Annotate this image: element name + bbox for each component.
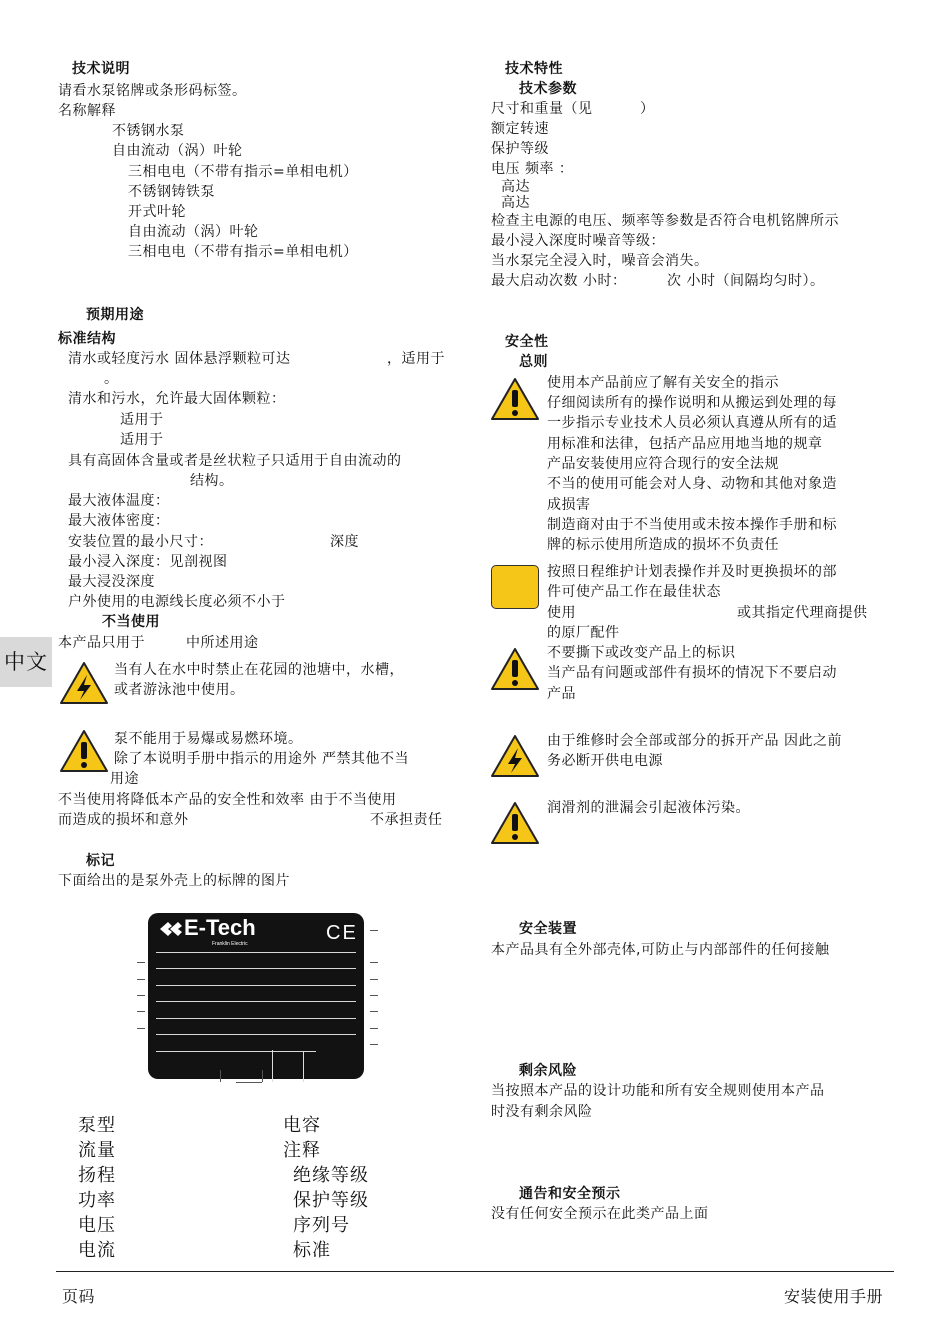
text-line: 清水和污水，允许最大固体颗粒：	[68, 391, 286, 407]
safety-devices-heading: 安全装置	[519, 921, 577, 937]
text-line: 中所述用途	[186, 635, 259, 651]
legend-item: 保护等级	[293, 1190, 369, 1211]
legend-item: 序列号	[293, 1215, 350, 1236]
text-line: 适用于	[120, 432, 164, 448]
improper-use-heading: 不当使用	[102, 614, 160, 630]
language-tab[interactable]: 中文	[0, 637, 52, 687]
brand-logo-icon	[158, 920, 184, 938]
page-number-label: 页码	[62, 1287, 96, 1306]
text-line: 安装位置的最小尺寸：	[68, 534, 213, 550]
text-line: 自由流动（涡）叶轮	[112, 143, 243, 159]
text-line: 牌的标示使用所造成的损坏不负责任	[547, 537, 779, 553]
text-line: 深度	[330, 534, 359, 550]
general-heading: 总则	[519, 354, 548, 370]
legend-item: 泵型	[78, 1115, 116, 1136]
legend-item: 标准	[293, 1240, 331, 1261]
text-line: 用途	[110, 771, 139, 787]
text-line: 户外使用的电源线长度必须不小于	[68, 594, 286, 610]
text-line: 自由流动（涡）叶轮	[128, 224, 259, 240]
text-line: 不锈钢水泵	[112, 123, 185, 139]
legend-item: 电容	[283, 1115, 321, 1136]
text-line: 件可使产品工作在最佳状态	[547, 584, 721, 600]
warning-icon	[489, 646, 541, 692]
warning-icon	[489, 376, 541, 422]
legend-item: 电流	[78, 1240, 116, 1261]
text-line: 或者游泳池中使用。	[114, 682, 245, 698]
text-line: 清水或轻度污水 固体悬浮颗粒可达	[68, 351, 291, 367]
text-line: 最大液体密度：	[68, 513, 170, 529]
text-line: 最小浸入深度时噪音等级：	[491, 233, 665, 249]
intended-use-heading: 预期用途	[86, 307, 144, 323]
text-line: 具有高固体含量或者是丝状粒子只适用于自由流动的	[68, 453, 402, 469]
text-line: 使用本产品前应了解有关安全的指示	[547, 375, 779, 391]
maintenance-note-icon	[491, 565, 539, 609]
text-line: 或其指定代理商提供	[737, 605, 868, 621]
text-line: 由于维修时会全部或部分的拆开产品 因此之前	[547, 733, 842, 749]
text-line: 最大液体温度：	[68, 493, 170, 509]
text-line: 除了本说明手册中指示的用途外 严禁其他不当	[114, 751, 409, 767]
text-line: 检查主电源的电压、频率等参数是否符合电机铭牌所示	[491, 213, 839, 229]
text-line: 结构。	[190, 473, 234, 489]
warning-icon	[489, 800, 541, 846]
residual-risk-heading: 剩余风险	[519, 1063, 577, 1079]
text-line: 额定转速	[491, 121, 549, 137]
legend-item: 注释	[283, 1140, 321, 1161]
text-line: 尺寸和重量（见	[491, 101, 593, 117]
text-line: 当有人在水中时禁止在花园的池塘中，水槽，	[114, 662, 404, 678]
text-line: 下面给出的是泵外壳上的标牌的图片	[58, 873, 290, 889]
text-line: 仔细阅读所有的操作说明和从搬运到处理的每	[547, 395, 837, 411]
text-line: 一步指示专业技术人员必须认真遵从所有的适	[547, 415, 837, 431]
ce-mark: CE	[326, 922, 358, 944]
text-line: 请看水泵铭牌或条形码标签。	[58, 83, 247, 99]
text-line: 产品安装使用应符合现行的安全法规	[547, 456, 779, 472]
legend-item: 流量	[78, 1140, 116, 1161]
text-line: 次 小时（间隔均匀时）。	[667, 273, 825, 289]
text-line: 三相电电（不带有指示=单相电机）	[128, 164, 358, 180]
text-line: ，适用于	[387, 351, 445, 367]
text-line: 不承担责任	[370, 812, 443, 828]
text-line: 制造商对由于不当使用或未按本操作手册和标	[547, 517, 837, 533]
text-line: 时没有剩余风险	[491, 1104, 593, 1120]
legend-item: 功率	[78, 1190, 116, 1211]
manual-title: 安装使用手册	[784, 1287, 884, 1306]
text-line: 最小浸入深度：见剖视图	[68, 554, 228, 570]
warning-icon	[58, 728, 110, 774]
text-line: 产品	[547, 686, 576, 702]
footer-divider	[56, 1271, 894, 1272]
text-line: 不锈钢铸铁泵	[128, 184, 215, 200]
legend-item: 扬程	[78, 1165, 116, 1186]
text-line: ）	[640, 101, 655, 117]
technical-parameters-heading: 技术参数	[519, 81, 577, 97]
text-line: 本产品具有全外部壳体,可防止与内部部件的任何接触	[491, 942, 830, 958]
plate-brand: E-Tech	[184, 915, 256, 940]
safety-heading: 安全性	[505, 334, 549, 350]
text-line: 。	[104, 371, 119, 387]
text-line: 当按照本产品的设计功能和所有安全规则使用本产品	[491, 1083, 825, 1099]
text-line: 不要撕下或改变产品上的标识	[547, 645, 736, 661]
text-line: 当产品有问题或部件有损坏的情况下不要启动	[547, 665, 837, 681]
electric-hazard-icon	[489, 733, 541, 779]
text-line: 而造成的损坏和意外	[58, 812, 189, 828]
text-line: 名称解释	[58, 103, 116, 119]
text-line: 成损害	[547, 497, 591, 513]
text-line: 务必断开供电电源	[547, 753, 663, 769]
text-line: 高达	[501, 179, 530, 195]
text-line: 最大启动次数 小时：	[491, 273, 627, 289]
text-line: 用标准和法律，包括产品应用地当地的规章	[547, 436, 823, 452]
text-line: 的原厂配件	[547, 625, 620, 641]
text-line: 高达	[501, 195, 530, 211]
text-line: 当水泵完全浸入时，噪音会消失。	[491, 253, 709, 269]
notices-heading: 通告和安全预示	[519, 1186, 621, 1202]
text-line: 不当的使用可能会对人身、动物和其他对象造	[547, 476, 837, 492]
electric-hazard-icon	[58, 660, 110, 706]
text-line: 保护等级	[491, 141, 549, 157]
marking-heading: 标记	[86, 853, 115, 869]
text-line: 三相电电（不带有指示=单相电机）	[128, 244, 358, 260]
text-line: 泵不能用于易爆或易燃环境。	[114, 731, 303, 747]
technical-characteristics-heading: 技术特性	[505, 61, 563, 77]
nameplate-image	[148, 913, 364, 1079]
standard-construction-heading: 标准结构	[58, 331, 116, 347]
text-line: 本产品只用于	[58, 635, 145, 651]
text-line: 按照日程维护计划表操作并及时更换损坏的部	[547, 564, 837, 580]
technical-description-heading: 技术说明	[72, 61, 130, 77]
text-line: 电压 频率 ：	[491, 161, 574, 177]
legend-item: 电压	[78, 1215, 116, 1236]
text-line: 开式叶轮	[128, 204, 186, 220]
text-line: 不当使用将降低本产品的安全性和效率 由于不当使用	[58, 792, 397, 808]
text-line: 适用于	[120, 412, 164, 428]
text-line: 使用	[547, 605, 576, 621]
text-line: 润滑剂的泄漏会引起液体污染。	[547, 800, 750, 816]
text-line: 最大浸没深度	[68, 574, 155, 590]
plate-subbrand: Franklin Electric	[212, 941, 248, 947]
legend-item: 绝缘等级	[293, 1165, 369, 1186]
text-line: 没有任何安全预示在此类产品上面	[491, 1206, 709, 1222]
